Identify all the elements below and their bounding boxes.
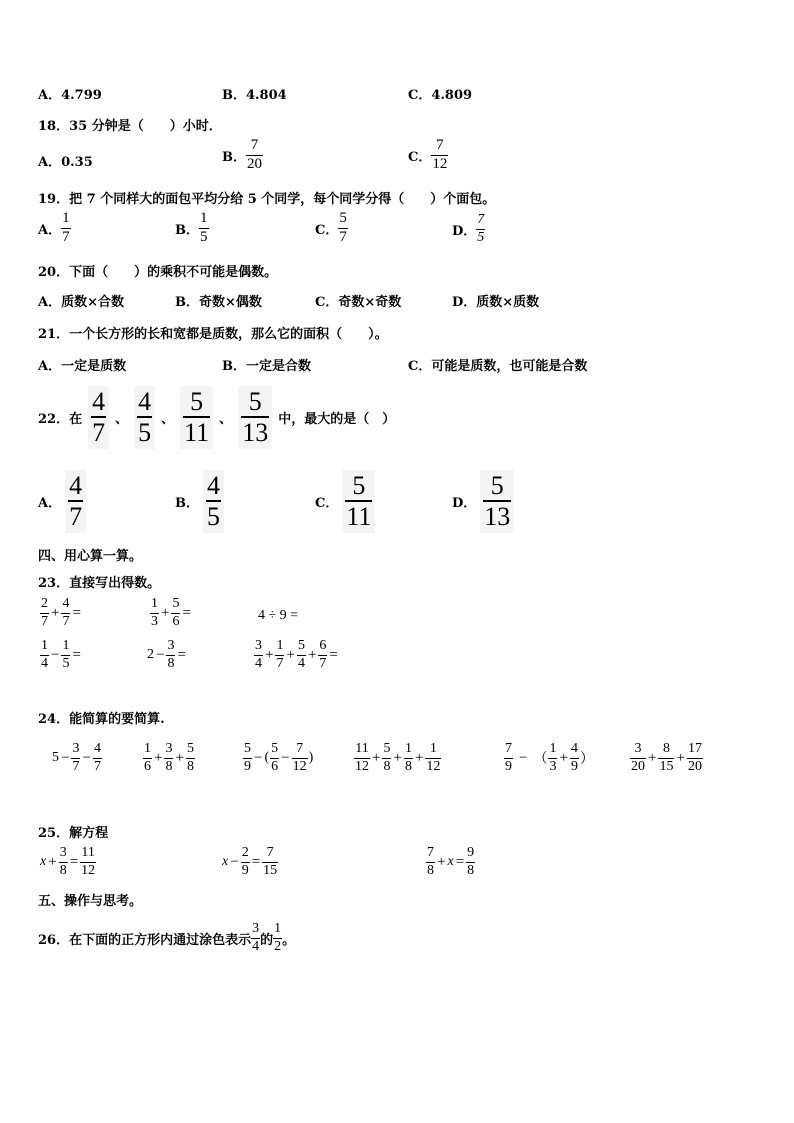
q20-option-b: B．奇数×偶数 bbox=[175, 295, 262, 310]
q20-option-a: A．质数×合数 bbox=[38, 295, 124, 310]
q20-stem: 20．下面（ ）的乘积不可能是偶数。 bbox=[38, 265, 278, 280]
fraction: $\frac{4}{5}$ bbox=[203, 470, 224, 533]
q23-expr-2: $\frac{1}{3}$ + $\frac{5}{6}$ = bbox=[151, 596, 191, 629]
q19-option-d: D． $\frac{7}{5}$ bbox=[452, 212, 485, 245]
q22-option-d: D． $\frac{5}{13}$ bbox=[452, 470, 514, 533]
fraction: $\frac{4}{5}$ bbox=[134, 386, 155, 449]
q25-stem: 25．解方程 bbox=[38, 826, 109, 841]
q17-option-c: C．4.809 bbox=[408, 88, 473, 103]
q21-option-a: A．一定是质数 bbox=[38, 359, 127, 374]
q24-expr-1: 5 − $\frac{3}{7}$ − $\frac{4}{7}$ bbox=[52, 741, 101, 774]
q19-stem: 19．把 7 个同样大的面包平均分给 5 个同学，每个同学分得（ ）个面包。 bbox=[38, 192, 496, 207]
fraction: $\frac{7}{20}$ bbox=[247, 137, 262, 172]
q18-option-b: B． $\frac{7}{20}$ bbox=[222, 137, 262, 172]
q17-option-b: B．4.804 bbox=[222, 88, 287, 103]
fraction: $\frac{7}{5}$ bbox=[477, 212, 485, 245]
q25-equation-1: x + $\frac{3}{8}$ = $\frac{11}{12}$ bbox=[40, 845, 96, 878]
fraction: $\frac{5}{7}$ bbox=[339, 210, 347, 245]
q24-expr-2: $\frac{1}{6}$ + $\frac{3}{8}$ + $\frac{5}{8}$ bbox=[144, 741, 194, 774]
q22-stem: 22．在 $\frac{4}{7}$ 、 $\frac{4}{5}$ 、 $\frac{5}{11}$ 、 $\frac{5}{13}$ 中，最大的是（ ） bbox=[38, 387, 396, 448]
q18-option-c: C． $\frac{7}{12}$ bbox=[408, 137, 448, 172]
q23-expr-6: $\frac{3}{4}$ + $\frac{1}{7}$ + $\frac{5}{4}$ + $\frac{6}{7}$ = bbox=[255, 638, 338, 671]
q23-expr-4: $\frac{1}{4}$ − $\frac{1}{5}$ = bbox=[41, 638, 81, 671]
q22-option-b: B． $\frac{4}{5}$ bbox=[175, 470, 224, 533]
q25-equation-3: $\frac{7}{8}$ + x = $\frac{9}{8}$ bbox=[427, 845, 475, 878]
q20-option-c: C．奇数×奇数 bbox=[315, 295, 402, 310]
q18-option-a: A．0.35 bbox=[38, 155, 93, 170]
fraction: $\frac{1}{7}$ bbox=[62, 210, 70, 245]
q26-stem: 26．在下面的正方形内通过涂色表示 $\frac{3}{4}$ 的 $\frac{1}{2}$ 。 bbox=[38, 921, 296, 954]
q23-expr-3: 4 ÷ 9 = bbox=[258, 608, 299, 623]
fraction: $\frac{7}{12}$ bbox=[432, 137, 448, 172]
q24-stem: 24．能简算的要简算. bbox=[38, 712, 165, 727]
q22-option-c: C． $\frac{5}{11}$ bbox=[315, 470, 375, 533]
q24-expr-3: $\frac{5}{9}$ − ( $\frac{5}{6}$ − $\frac{7}{12}$ ) bbox=[244, 741, 314, 774]
q22-option-a: A． $\frac{4}{7}$ bbox=[38, 470, 86, 533]
q24-expr-4: $\frac{11}{12}$ + $\frac{5}{8}$ + $\frac{1}{8}$ + $\frac{1}{12}$ bbox=[355, 741, 441, 774]
fraction: $\frac{4}{7}$ bbox=[88, 386, 109, 449]
fraction: $\frac{1}{5}$ bbox=[200, 210, 208, 245]
section-4-heading: 四、用心算一算。 bbox=[38, 549, 143, 564]
q24-expr-5: $\frac{7}{9}$ − （ $\frac{1}{3}$ + $\frac{4}{9}$ ） bbox=[505, 741, 594, 774]
q23-expr-5: 2 − $\frac{3}{8}$ = bbox=[147, 638, 186, 671]
q19-option-b: B． $\frac{1}{5}$ bbox=[175, 210, 208, 245]
q21-option-b: B．一定是合数 bbox=[222, 359, 311, 374]
q23-stem: 23．直接写出得数。 bbox=[38, 576, 161, 591]
q18-stem: 18．35 分钟是（ ）小时． bbox=[38, 119, 222, 134]
q19-option-c: C． $\frac{5}{7}$ bbox=[315, 210, 347, 245]
q21-option-c: C．可能是质数，也可能是合数 bbox=[408, 359, 588, 374]
q17-option-a: A．4.799 bbox=[38, 88, 102, 103]
fraction: $\frac{5}{11}$ bbox=[180, 386, 213, 449]
q21-stem: 21．一个长方形的长和宽都是质数，那么它的面积（ ）。 bbox=[38, 327, 388, 342]
fraction: $\frac{5}{13}$ bbox=[238, 386, 272, 449]
section-5-heading: 五、操作与思考。 bbox=[38, 894, 143, 909]
fraction: $\frac{5}{11}$ bbox=[342, 470, 375, 533]
q20-option-d: D．质数×质数 bbox=[452, 295, 540, 310]
q23-expr-1: $\frac{2}{7}$ + $\frac{4}{7}$ = bbox=[41, 596, 81, 629]
fraction: $\frac{4}{7}$ bbox=[65, 470, 86, 533]
q25-equation-2: x − $\frac{2}{9}$ = $\frac{7}{15}$ bbox=[222, 845, 278, 878]
fraction: $\frac{5}{13}$ bbox=[480, 470, 514, 533]
q24-expr-6: $\frac{3}{20}$ + $\frac{8}{15}$ + $\frac{17}{20}$ bbox=[631, 741, 702, 774]
q19-option-a: A． $\frac{1}{7}$ bbox=[38, 210, 70, 245]
